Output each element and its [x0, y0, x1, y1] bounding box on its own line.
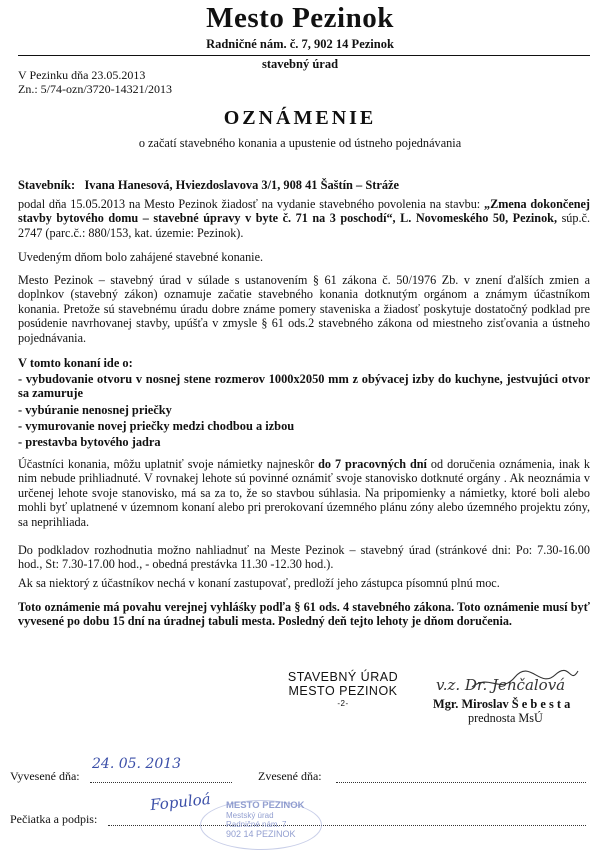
- office-address: Radničné nám. č. 7, 902 14 Pezinok: [206, 37, 394, 51]
- paragraph-procedure: Mesto Pezinok – stavebný úrad v súlade s ustanovením § 61 zákona č. 50/1976 Zb. v znení ďalších zmien a doplnkov (stavebný zákon) oznamuje začatie stavebného konania dotknutým orgánom a známym účastníkom konania. Pretože sú stavebnému úradu dobre známe pomery staveniska a žiadosť poskytuje dostatočný podklad pre posúdenie navrhovanej stavby, upúšťa v zmysle § 61 ods.2 stavebného zákona od miestneho zisťovania a ústneho pojednávania.: [18, 273, 590, 345]
- seal-stamp-text: [226, 801, 336, 839]
- list-item: - vybúranie nenosnej priečky: [18, 403, 172, 417]
- list-item: - vybudovanie otvoru v nosnej stene rozmerov 1000x2050 mm z obývacej izby do kuchyne, jestvujúci otvor sa zamuruje: [18, 372, 590, 400]
- paragraph-objections: [18, 457, 590, 529]
- list-heading: V tomto konaní ide o:: [18, 356, 133, 370]
- application-text: podal dňa 15.05.2013 na Mesto Pezinok žiadosť na vydanie stavebného povolenia na stavbu:: [18, 197, 484, 211]
- notice-subheading: o začatí stavebného konania a upustenie od ústneho pojednávania: [138, 136, 462, 150]
- stamp-line: -2-: [337, 699, 349, 708]
- project-name: „Zmena dokončenej stavby bytového domu – stavebné úpravy v byte č. 71 na 3 poschodí“, L. Novomeského 50, Pezinok,: [18, 197, 590, 226]
- builder-value: Ivana Hanesová, Hviezdoslavova 3/1, 908 41 Šaštín – Stráže: [84, 178, 400, 192]
- stamp-line: MESTO PEZINOK: [288, 684, 398, 698]
- list-item: - vymurovanie novej priečky medzi chodbou a izbou: [18, 419, 295, 433]
- document-title: Mesto Pezinok: [206, 2, 394, 34]
- notice-heading: OZNÁMENIE: [223, 107, 377, 129]
- posted-date: 24. 05. 2013: [92, 756, 182, 772]
- paragraph-office-hours: Do podkladov rozhodnutia možno nahliadnuť na Meste Pezinok – stavebný úrad (stránkové dni: Po: 7.30-16.00 hod., St: 7.30-17.00 hod., - obedná prestávka 11.30 -12.30 hod.).: [18, 543, 590, 572]
- handwritten-signature: v.z. Dr. Jenčalová: [436, 676, 566, 694]
- seal-label: Pečiatka a podpis:: [10, 812, 98, 826]
- builder-label: Stavebník:: [18, 178, 76, 192]
- builder-line: [18, 178, 590, 192]
- deadline: do 7 pracovných dní: [318, 457, 427, 471]
- objections-text: Účastníci konania, môžu uplatniť svoje námietky najneskôr: [18, 457, 319, 471]
- parcel-info: súp.č. 2747 (parc.č.: 880/153, kat. územie: Pezinok).: [18, 211, 590, 240]
- office-name: stavebný úrad: [261, 57, 339, 71]
- objections-rest: od doručenia oznámenia, inak k nim nebude prihliadnuté. V rovnakej lehote sú povinné oznámiť svoje stanovisko dotknuté orgány . Ak neoznámia v určenej lehote svoje stanovisko, má sa za to, že so stavbou súhlasia. Na pripomienky a námietky, ktoré boli alebo mohli byť uplatnené v územnom konaní alebo pri prerokovaní územného plánu zóny alebo územného projektu zóny, sa neprihliada.: [18, 457, 590, 529]
- removed-label: Zvesené dňa:: [258, 769, 322, 783]
- header-divider: [18, 55, 590, 56]
- paragraph-representation: Ak sa niektorý z účastníkov nechá v konaní zastupovať, predloží jeho zástupca písomnú plnú moc.: [18, 576, 500, 590]
- signatory-name: Mgr. Miroslav Š e b e s t a: [433, 697, 571, 711]
- office-stamp: [258, 670, 428, 708]
- paragraph-started: Uvedeným dňom bolo zahájené stavebné konanie.: [18, 250, 264, 264]
- paragraph-public-notice: Toto oznámenie má povahu verejnej vyhláśky podľa § 61 ods. 4 stavebného zákona. Toto oznámenie musí byť vyvesené po dobu 15 dní na úradnej tabuli mesta. Posledný deň tejto lehoty je dňom doručenia.: [18, 600, 590, 629]
- signatory-role: prednosta MsÚ: [468, 711, 543, 725]
- document-date: V Pezinku dňa 23.05.2013: [18, 68, 146, 82]
- seal-handwritten-signature: Fopuloá: [149, 789, 212, 815]
- signature-scribble: [470, 665, 580, 697]
- paragraph-application: [18, 197, 590, 240]
- stamp-line: STAVEBNÝ ÚRAD: [287, 670, 399, 684]
- seal-field: [108, 810, 586, 826]
- seal-stamp-line: MESTO PEZINOK: [226, 800, 305, 811]
- reference-number: Zn.: 5/74-ozn/3720-14321/2013: [18, 82, 172, 96]
- seal-stamp-line: 902 14 PEZINOK: [226, 828, 296, 839]
- posted-label: Vyvesené dňa:: [10, 769, 80, 783]
- seal-stamp-line: Mestský úrad: [226, 810, 274, 820]
- removed-field: [336, 770, 586, 783]
- list-item: - prestavba bytového jadra: [18, 435, 161, 449]
- seal-stamp-line: Radničné nám. 7: [226, 820, 287, 829]
